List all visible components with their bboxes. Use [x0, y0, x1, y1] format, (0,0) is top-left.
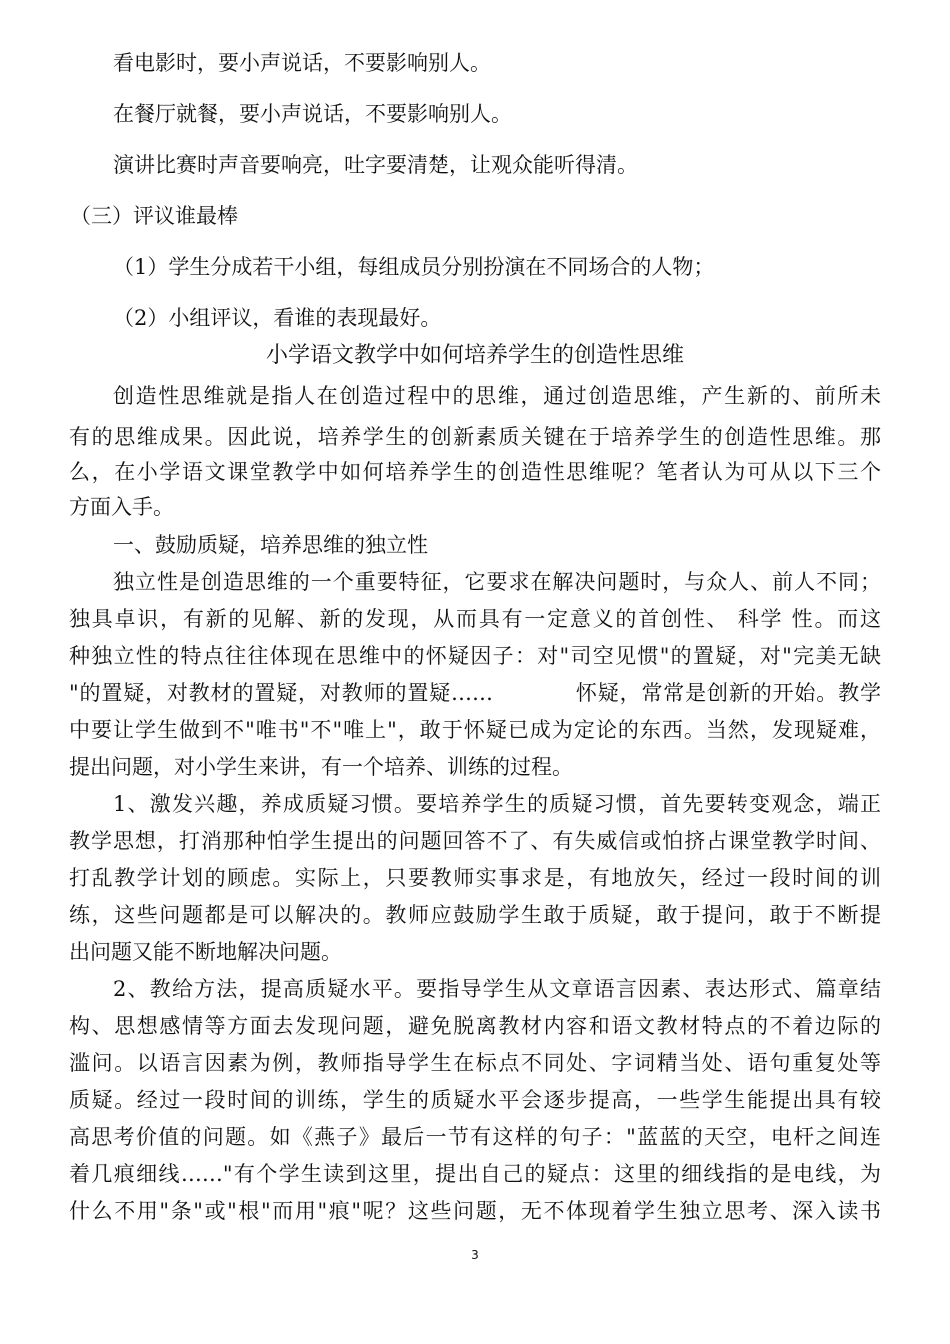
paragraph-line: 构、思想感情等方面去发现问题，避免脱离教材内容和语文教材特点的不着边际的: [69, 1014, 881, 1038]
paragraph-line: 着几痕细线……"有个学生读到这里，提出自己的疑点：这里的细线指的是电线，为: [69, 1162, 881, 1186]
intro-line: 看电影时，要小声说话，不要影响别人。: [113, 51, 491, 75]
paragraph-line: 1、激发兴趣，养成质疑习惯。要培养学生的质疑习惯，首先要转变观念，端正: [113, 792, 881, 816]
paragraph-line: 么，在小学语文课堂教学中如何培养学生的创造性思维呢？笔者认为可从以下三个: [69, 460, 881, 484]
paragraph-line: 方面入手。: [69, 495, 174, 519]
paragraph-line: 创造性思维就是指人在创造过程中的思维，通过创造思维，产生新的、前所未: [113, 384, 881, 408]
paragraph-line: 有的思维成果。因此说，培养学生的创新素质关键在于培养学生的创造性思维。那: [69, 425, 881, 449]
intro-line: 演讲比赛时声音要响亮，吐字要清楚，让观众能听得清。: [113, 153, 638, 177]
paragraph-line: 教学思想，打消那种怕学生提出的问题回答不了、有失威信或怕挤占课堂教学时间、: [69, 829, 881, 853]
list-item: （1）学生分成若干小组，每组成员分别扮演在不同场合的人物；: [113, 255, 715, 279]
page-number: 3: [471, 1248, 479, 1262]
paragraph-line: 提出问题，对小学生来讲，有一个培养、训练的过程。: [69, 755, 573, 779]
paragraph-line: 2、教给方法，提高质疑水平。要指导学生从文章语言因素、表达形式、篇章结: [113, 977, 881, 1001]
paragraph-line: 练，这些问题都是可以解决的。教师应鼓励学生敢于质疑，敢于提问，敢于不断提: [69, 903, 881, 927]
list-item: （2）小组评议，看谁的表现最好。: [113, 306, 442, 330]
paragraph-line: 种独立性的特点往往体现在思维中的怀疑因子：对"司空见惯"的置疑，对"完美无缺: [69, 644, 881, 668]
paragraph-line: 独具卓识，有新的见解、新的发现，从而具有一定意义的首创性、 科学 性。而这: [69, 607, 881, 631]
article-title: 小学语文教学中如何培养学生的创造性思维: [265, 343, 684, 368]
paragraph-line: "的置疑，对教材的置疑，对教师的置疑…… 怀疑，常常是创新的开始。教学: [69, 681, 881, 705]
paragraph-line: 中要让学生做到不"唯书"不"唯上"，敢于怀疑已成为定论的东西。当然，发现疑难，: [69, 718, 881, 742]
paragraph-line: 高思考价值的问题。如《燕子》最后一节有这样的句子："蓝蓝的天空，电杆之间连: [69, 1125, 881, 1149]
paragraph-line: 什么不用"条"或"根"而用"痕"呢？这些问题，无不体现着学生独立思考、深入读书: [69, 1199, 881, 1223]
intro-line: 在餐厅就餐，要小声说话，不要影响别人。: [113, 102, 512, 126]
paragraph-line: 独立性是创造思维的一个重要特征，它要求在解决问题时，与众人、前人不同；: [113, 570, 881, 594]
section-heading: （三）评议谁最棒: [70, 204, 238, 228]
paragraph-line: 质疑。经过一段时间的训练，学生的质疑水平会逐步提高，一些学生能提出具有较: [69, 1088, 881, 1112]
subheading: 一、鼓励质疑，培养思维的独立性: [113, 533, 428, 557]
paragraph-line: 滥问。以语言因素为例，教师指导学生在标点不同处、字词精当处、语句重复处等: [69, 1051, 881, 1075]
paragraph-line: 打乱教学计划的顾虑。实际上，只要教师实事求是，有地放矢，经过一段时间的训: [69, 866, 881, 890]
paragraph-line: 出问题又能不断地解决问题。: [69, 940, 342, 964]
